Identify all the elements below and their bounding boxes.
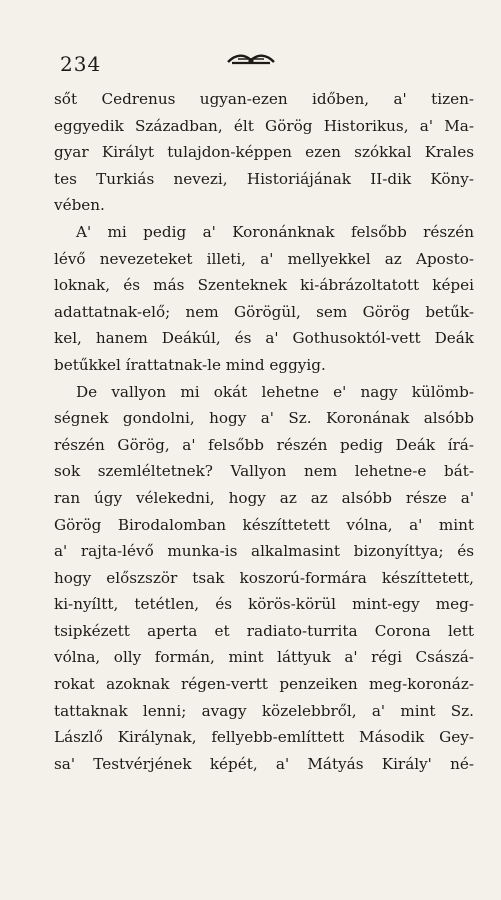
- page-number: 234: [60, 52, 102, 76]
- text-line: tes Turkiás nevezi, Historiájának II-dik Köny-: [54, 169, 474, 188]
- text-line: betűkkel írattatnak-le mind eggyig.: [54, 355, 326, 374]
- text-line: ségnek gondolni, hogy a' Sz. Koronának alsóbb: [54, 409, 474, 428]
- text-line: kel, hanem Deákúl, és a' Gothusoktól-vett Deák: [54, 329, 474, 348]
- text-line: tattaknak lenni; avagy közelebbről, a' mint Sz.: [54, 701, 474, 720]
- text-line: sok szemléltetnek? Vallyon nem lehetne-e bát-: [54, 462, 474, 481]
- text-line: vében.: [54, 196, 105, 215]
- text-line: részén Görög, a' felsőbb részén pedig Deák írá-: [54, 435, 474, 454]
- text-line: ki-nyíltt, tetétlen, és körös-körül mint-egy meg-: [54, 595, 474, 614]
- text-line: De vallyon mi okát lehetne e' nagy külömb-: [76, 382, 474, 401]
- text-block: [54, 86, 474, 777]
- text-line: Görög Birodalomban készíttetett vólna, a' mint: [54, 515, 474, 534]
- text-line: Lászlő Királynak, fellyebb-említtett Második Gey-: [54, 728, 474, 747]
- ornament-icon: [226, 50, 276, 70]
- text-line: rokat azoknak régen-vertt penzeiken meg-koronáz-: [54, 675, 474, 694]
- text-line: vólna, olly formán, mint láttyuk a' régi Császá-: [54, 648, 474, 667]
- text-line: sa' Testvérjének képét, a' Mátyás Király' né-: [54, 754, 474, 773]
- text-line: tsipkézett aperta et radiato-turrita Corona lett: [54, 621, 474, 640]
- text-line: a' rajta-lévő munka-is alkalmasint bizonyíttya; és: [54, 542, 474, 561]
- text-line: adattatnak-elő; nem Görögül, sem Görög betűk-: [54, 302, 474, 321]
- text-line: hogy előszször tsak koszorú-formára készíttetett,: [54, 568, 474, 587]
- text-line: A' mi pedig a' Koronánknak felsőbb részén: [76, 222, 474, 241]
- text-line: ran úgy vélekedni, hogy az az alsóbb része a': [54, 488, 474, 507]
- text-line: eggyedik Században, élt Görög Historikus, a' Ma-: [54, 116, 474, 135]
- page-header: [0, 48, 501, 78]
- text-line: lévő nevezeteket illeti, a' mellyekkel az Aposto-: [54, 249, 474, 268]
- text-line: gyar Királyt tulajdon-képpen ezen szókkal Krales: [54, 143, 474, 162]
- text-line: loknak, és más Szenteknek ki-ábrázoltatott képei: [54, 276, 474, 295]
- text-line: sőt Cedrenus ugyan-ezen időben, a' tizen-: [54, 90, 474, 108]
